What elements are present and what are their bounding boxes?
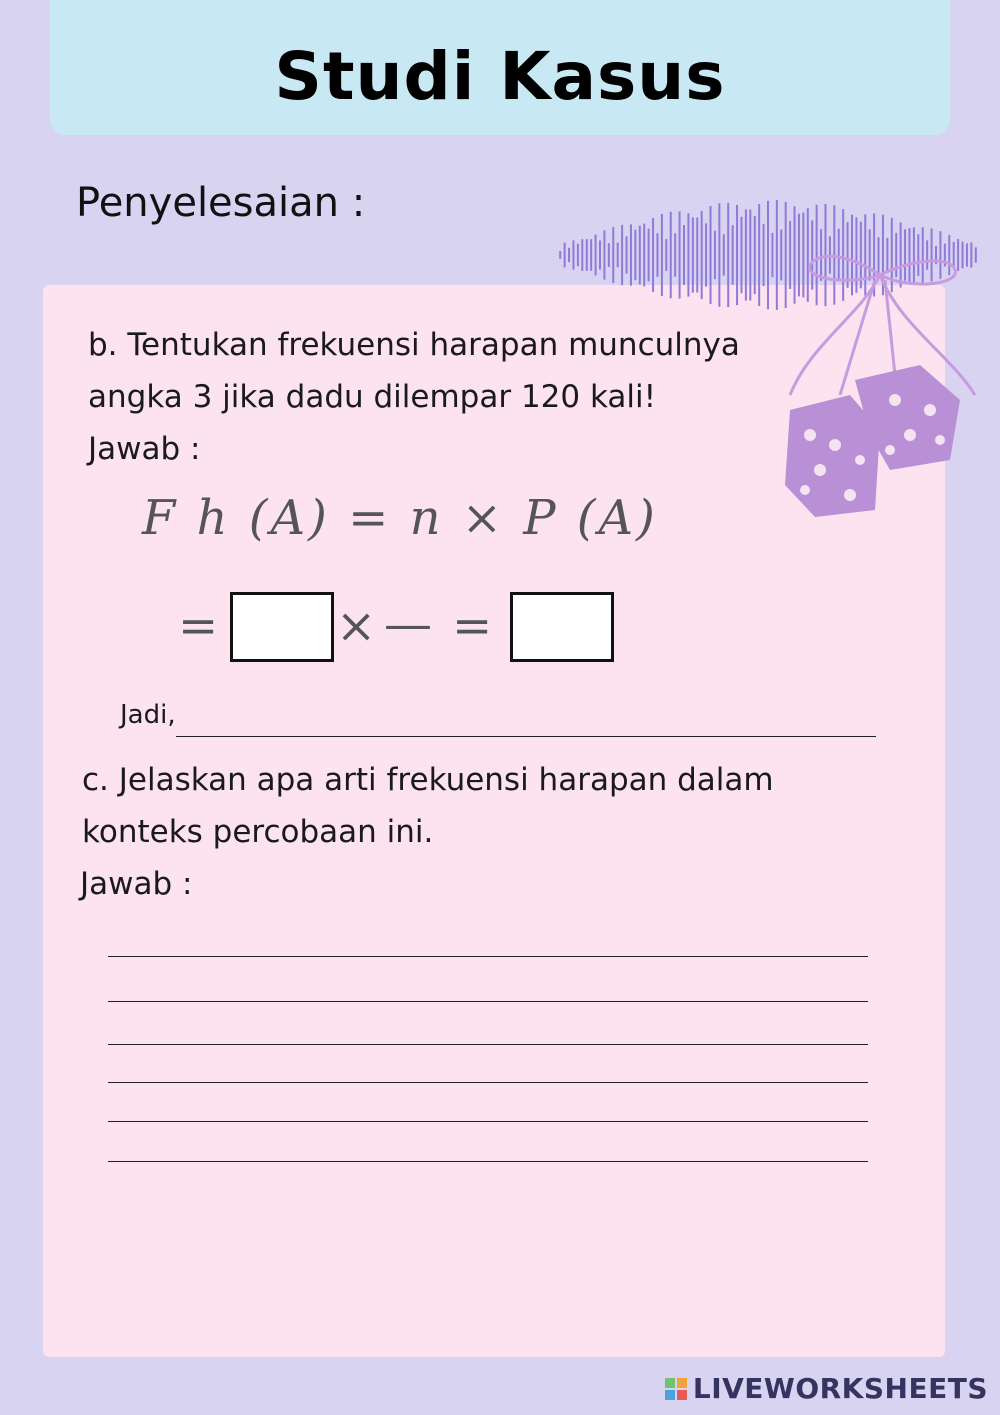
conclusion-answer-line[interactable] [176,736,876,737]
liveworksheets-brand [665,1372,988,1405]
title-banner [50,0,950,135]
equals-sign-2: = [452,598,493,654]
answer-line-6[interactable] [108,1161,868,1162]
answer-line-2[interactable] [108,1001,868,1002]
equals-sign-1: = [178,598,219,654]
dice-icon [780,245,980,520]
answer-box-result[interactable] [510,592,614,662]
brand-text: LIVEWORKSHEETS [692,1372,988,1405]
question-b-line1: b. Tentukan frekuensi harapan munculnya [88,327,740,363]
formula: F h (A) = n × P (A) [142,490,658,546]
sound-wave-icon [12,1180,322,1390]
answer-box-n[interactable] [230,592,334,662]
question-b-line2: angka 3 jika dadu dilempar 120 kali! [88,379,657,415]
conclusion-label: Jadi, [120,700,176,730]
answer-label-c: Jawab : [80,866,193,902]
answer-line-1[interactable] [108,956,868,957]
answer-line-5[interactable] [108,1121,868,1122]
times-sign: × [336,598,377,654]
question-c-line2: konteks percobaan ini. [82,814,434,850]
fraction-bar: — [384,596,432,652]
liveworksheets-logo-icon [665,1378,687,1400]
section-label: Penyelesaian : [76,180,366,226]
answer-line-4[interactable] [108,1082,868,1083]
answer-line-3[interactable] [108,1044,868,1045]
answer-label-b: Jawab : [88,431,201,467]
question-c-line1: c. Jelaskan apa arti frekuensi harapan dalam [82,762,774,798]
page-title: Studi Kasus [274,38,726,115]
